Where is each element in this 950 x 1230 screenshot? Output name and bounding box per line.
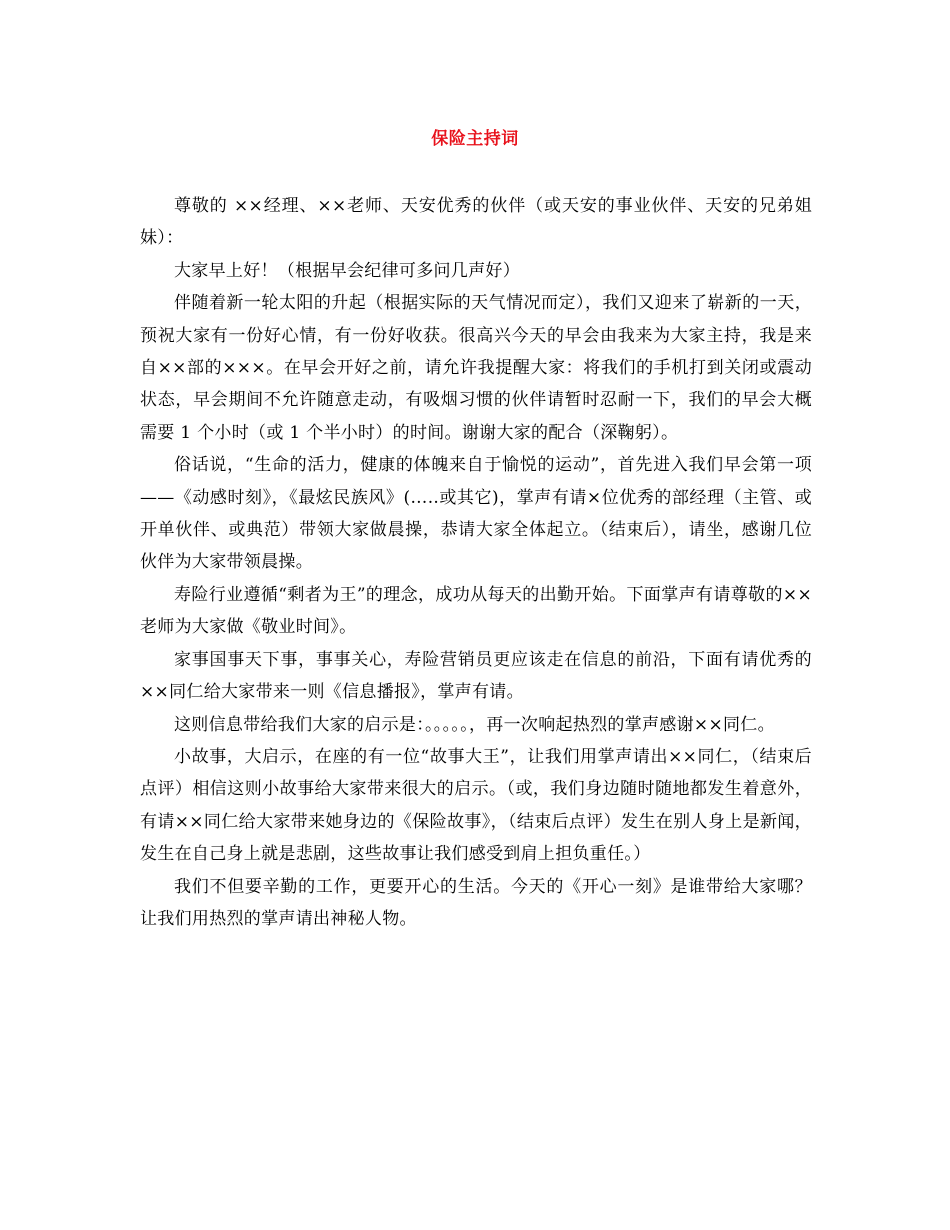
paragraph-good-morning: 大家早上好！（根据早会纪律可多问几声好） bbox=[174, 260, 520, 281]
paragraph-greeting: 尊敬的 ××经理、××老师、天安优秀的伙伴（或天安的事业伙伴、天安的兄弟姐妹）： bbox=[140, 196, 812, 249]
paragraph-morning-exercise: 俗话说，“生命的活力，健康的体魄来自于愉悦的运动”，首先进入我们早会第一项 ——《动感时刻》，《最炫民族风》(…..或其它)，掌声有请×位优秀的部经理（主管、或开单伙伴、或典范）带领大家做晨操，恭请大家全体起立。（结束后），请坐，感谢几位伙伴为大家带领晨操。 bbox=[140, 455, 812, 573]
paragraph-news-broadcast: 家事国事天下事，事事关心，寿险营销员更应该走在信息的前沿，下面有请优秀的××同仁给大家带来一则《信息播报》，掌声有请。 bbox=[140, 649, 812, 703]
document-body bbox=[140, 190, 812, 935]
paragraph-story: 小故事，大启示，在座的有一位“故事大王”，让我们用掌声请出××同仁，（结束后点评）相信这则小故事给大家带来很大的启示。（或，我们身边随时随地都发生着意外，有请××同仁给大家带来她身边的《保险故事》，（结束后点评）发生在别人身上是新闻，发生在自己身上就是悲剧，这些故事让我们感受到肩上担负重任。） bbox=[140, 746, 812, 865]
paragraph-opening: 伴随着新一轮太阳的升起（根据实际的天气情况而定），我们又迎来了崭新的一天，预祝大家有一份好心情，有一份好收获。很高兴今天的早会由我来为大家主持，我是来自××部的×××。在早会开好之前，请允许我提醒大家：将我们的手机打到关闭或震动状态，早会期间不允许随意走动，有吸烟习惯的伙伴请暂时忍耐一下，我们的早会大概需要 1 个小时（或 1 个半小时）的时间。谢谢大家的配合（深鞠躬）。 bbox=[140, 293, 812, 443]
paragraph-happy-moment: 我们不但要辛勤的工作，更要开心的生活。今天的《开心一刻》是谁带给大家哪？让我们用热烈的掌声请出神秘人物。 bbox=[140, 876, 812, 929]
document-title: 保险主持词 bbox=[431, 129, 519, 149]
paragraph-news-takeaway: 这则信息带给我们大家的启示是：。。。。。，再一次响起热烈的掌声感谢××同仁。 bbox=[174, 714, 775, 735]
paragraph-dedication-time: 寿险行业遵循“剩者为王”的理念，成功从每天的出勤开始。下面掌声有请尊敬的××老师为大家做《敬业时间》。 bbox=[140, 584, 812, 638]
